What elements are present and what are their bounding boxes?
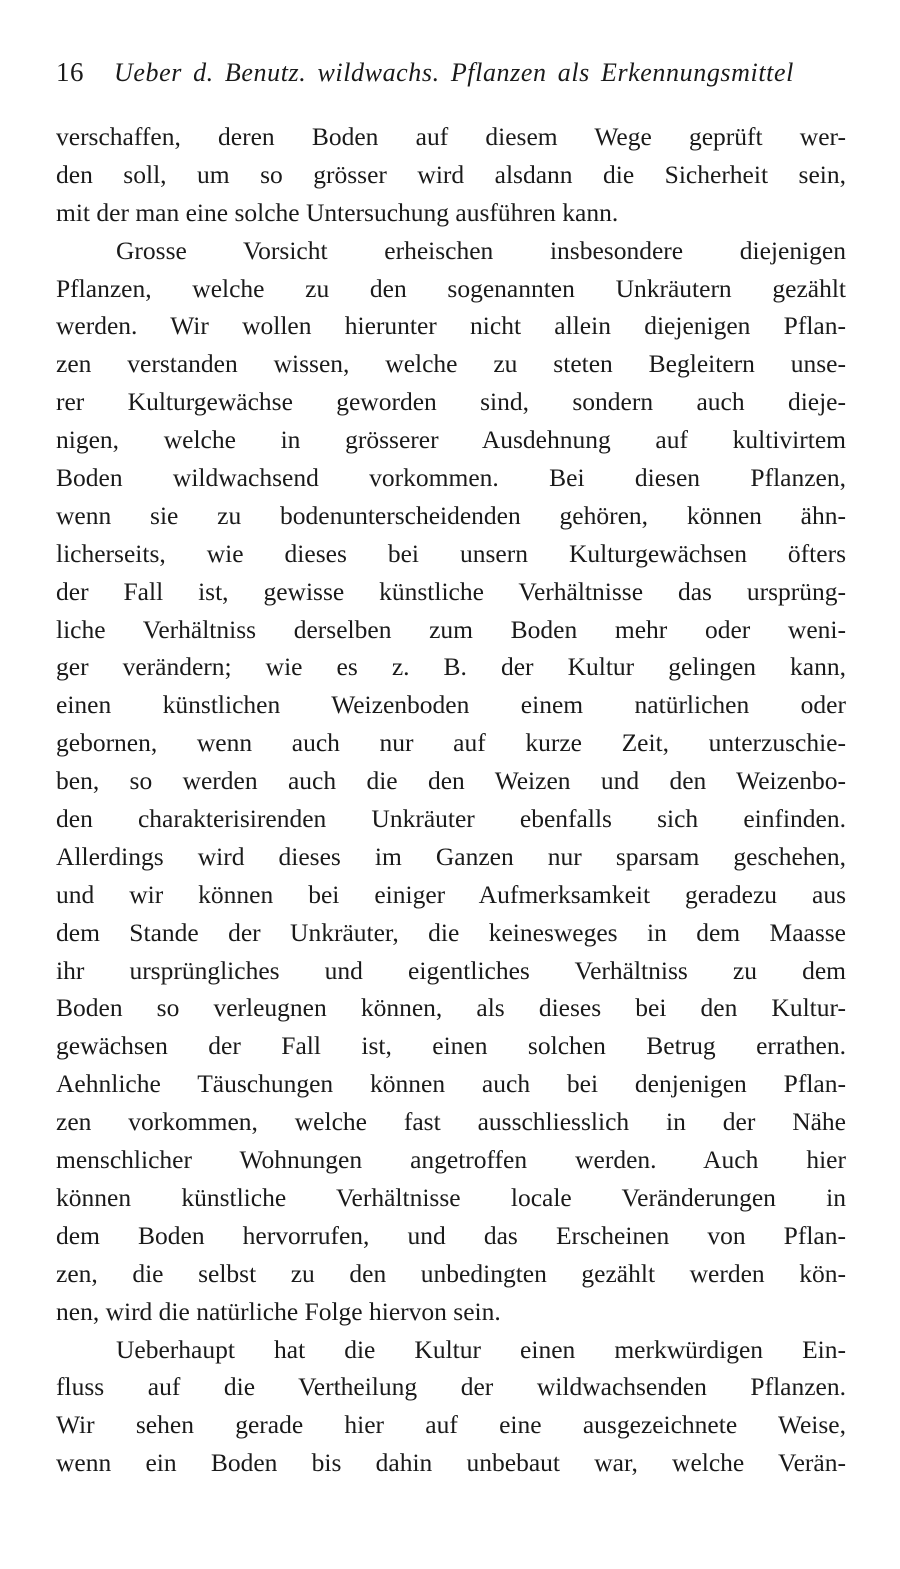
text-line: zen vorkommen, welche fast ausschliesslich in der Nähe <box>56 1107 846 1137</box>
text-line: einen künstlichen Weizenboden einem natürlichen oder <box>56 690 846 720</box>
text-line: Grosse Vorsicht erheischen insbesondere diejenigen <box>116 235 846 265</box>
text-line: licherseits, wie dieses bei unsern Kulturgewächsen öfters <box>56 538 846 568</box>
body-text <box>56 118 846 1482</box>
text-line: liche Verhältniss derselben zum Boden mehr oder weni- <box>56 614 846 644</box>
text-line: werden. Wir wollen hierunter nicht allein diejenigen Pflan- <box>56 311 846 341</box>
text-line: wenn ein Boden bis dahin unbebaut war, welche Verän- <box>56 1448 846 1478</box>
text-line: zen verstanden wissen, welche zu steten Begleitern unse- <box>56 349 846 379</box>
text-line: dem Stande der Unkräuter, die keinesweges in dem Maasse <box>56 917 846 947</box>
text-line: den charakterisirenden Unkräuter ebenfalls sich einfinden. <box>56 804 846 834</box>
text-line: fluss auf die Vertheilung der wildwachsenden Pflanzen. <box>56 1372 846 1402</box>
text-line: können künstliche Verhältnisse locale Veränderungen in <box>56 1182 846 1212</box>
page-number: 16 <box>56 57 84 87</box>
text-line: wenn sie zu bodenunterscheidenden gehören, können ähn- <box>56 500 846 530</box>
text-line: Wir sehen gerade hier auf eine ausgezeichnete Weise, <box>56 1410 846 1440</box>
text-line: ger verändern; wie es z. B. der Kultur gelingen kann, <box>56 652 846 682</box>
text-line: rer Kulturgewächse geworden sind, sondern auch dieje- <box>56 387 846 417</box>
text-line: und wir können bei einiger Aufmerksamkeit geradezu aus <box>56 879 846 909</box>
page <box>56 52 846 1482</box>
text-line: nigen, welche in grösserer Ausdehnung auf kultivirtem <box>56 425 846 455</box>
text-line: mit der man eine solche Untersuchung ausführen kann. <box>56 197 619 227</box>
text-line: ihr ursprüngliches und eigentliches Verhältniss zu dem <box>56 955 846 985</box>
text-line: Ueberhaupt hat die Kultur einen merkwürdigen Ein- <box>116 1334 846 1364</box>
text-line: Boden so verleugnen können, als dieses bei den Kultur- <box>56 993 846 1023</box>
text-line: der Fall ist, gewisse künstliche Verhältnisse das ursprüng- <box>56 576 846 606</box>
text-line: gewächsen der Fall ist, einen solchen Betrug errathen. <box>56 1031 846 1061</box>
text-line: menschlicher Wohnungen angetroffen werden. Auch hier <box>56 1145 846 1175</box>
text-line: Pflanzen, welche zu den sogenannten Unkräutern gezählt <box>56 273 846 303</box>
text-line: den soll, um so grösser wird alsdann die Sicherheit sein, <box>56 159 846 189</box>
text-line: gebornen, wenn auch nur auf kurze Zeit, unterzuschie- <box>56 728 846 758</box>
text-line: Allerdings wird dieses im Ganzen nur sparsam geschehen, <box>56 841 846 871</box>
text-line: nen, wird die natürliche Folge hiervon sein. <box>56 1296 501 1326</box>
text-line: zen, die selbst zu den unbedingten gezählt werden kön- <box>56 1258 846 1288</box>
text-line: ben, so werden auch die den Weizen und den Weizenbo- <box>56 766 846 796</box>
running-title: Ueber d. Benutz. wildwachs. Pflanzen als Erkennungsmittel <box>114 58 794 87</box>
running-head <box>56 52 846 92</box>
text-line: Boden wildwachsend vorkommen. Bei diesen Pflanzen, <box>56 463 846 493</box>
text-line: verschaffen, deren Boden auf diesem Wege geprüft wer- <box>56 122 846 151</box>
text-line: Aehnliche Täuschungen können auch bei denjenigen Pflan- <box>56 1069 846 1099</box>
text-line: dem Boden hervorrufen, und das Erscheinen von Pflan- <box>56 1220 846 1250</box>
